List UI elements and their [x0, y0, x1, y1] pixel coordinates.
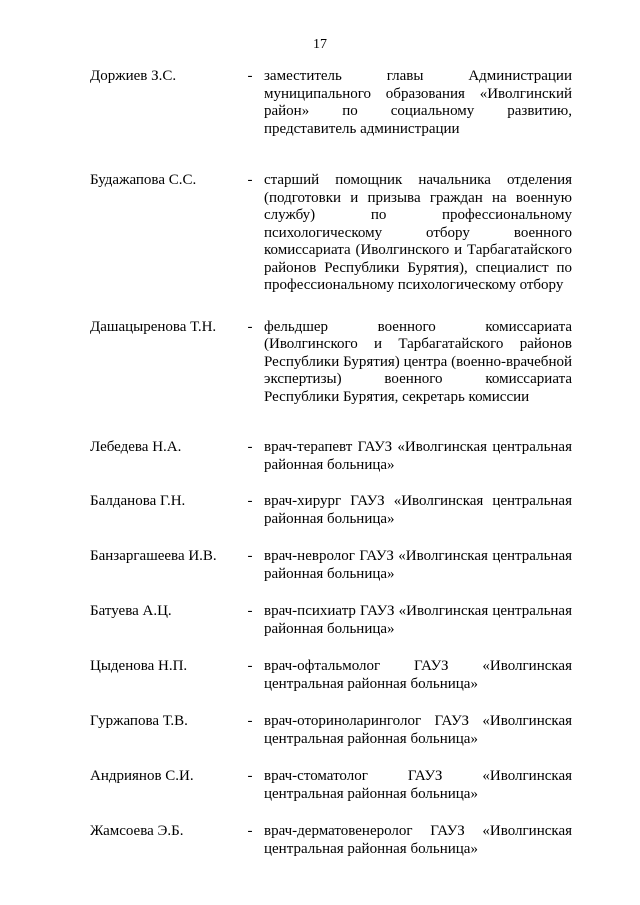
- member-row: [0, 439, 640, 474]
- member-name: Дашацыренова Т.Н.: [90, 318, 217, 335]
- member-row: [0, 319, 640, 407]
- member-dash: -: [247, 68, 253, 84]
- member-name: Доржиев З.С.: [90, 68, 177, 84]
- member-dash: -: [247, 768, 253, 784]
- member-name: Балданова Г.Н.: [90, 493, 186, 509]
- member-row: [0, 172, 640, 295]
- member-row: [0, 823, 640, 858]
- member-dash: -: [247, 493, 253, 509]
- member-role: врач-психиатр ГАУЗ «Иволгинская центральная районная больница»: [264, 603, 572, 637]
- member-role: фельдшер военного комиссариата (Иволгинского и Тарбагатайского районов Республики Бурятия) центра (военно-врачебной экспертизы) военного комиссариата Республики Бурятия, секретарь комиссии: [264, 318, 572, 405]
- member-name: Андриянов С.И.: [90, 768, 194, 784]
- member-dash: -: [247, 823, 253, 839]
- member-dash: -: [247, 548, 253, 564]
- member-dash: -: [247, 172, 253, 188]
- member-name: Банзаргашеева И.В.: [90, 548, 217, 564]
- member-dash: -: [247, 658, 253, 674]
- member-name: Цыденова Н.П.: [90, 658, 188, 674]
- member-role: врач-офтальмолог ГАУЗ «Иволгинская центральная районная больница»: [264, 658, 572, 692]
- member-name: Гуржапова Т.В.: [90, 713, 188, 729]
- member-row: [0, 768, 640, 803]
- member-role: врач-невролог ГАУЗ «Иволгинская центральная районная больница»: [264, 548, 572, 582]
- member-row: [0, 603, 640, 638]
- member-row: [0, 713, 640, 748]
- member-name: Батуева А.Ц.: [90, 603, 172, 619]
- member-name: Будажапова С.С.: [90, 172, 197, 188]
- member-dash: -: [247, 439, 253, 455]
- member-role: старший помощник начальника отделения (подготовки и призыва граждан на военную службу) по профессиональному психологическому отбору военного комиссариата (Иволгинского и Тарбагатайского районов Республики Бурятия), специалист по профессиональному психологическому отбору: [264, 172, 572, 293]
- member-role: врач-стоматолог ГАУЗ «Иволгинская центральная районная больница»: [264, 768, 572, 802]
- member-row: [0, 493, 640, 528]
- member-role: заместитель главы Администрации муниципального образования «Иволгинский район» по социальному развитию, представитель администрации: [264, 68, 572, 137]
- member-role: врач-оториноларинголог ГАУЗ «Иволгинская центральная районная больница»: [264, 713, 572, 747]
- member-role: врач-дерматовенеролог ГАУЗ «Иволгинская центральная районная больница»: [264, 823, 572, 857]
- member-name: Жамсоева Э.Б.: [90, 823, 184, 839]
- commission-members-list: [0, 68, 640, 858]
- member-role: врач-хирург ГАУЗ «Иволгинская центральная районная больница»: [264, 493, 572, 527]
- member-dash: -: [247, 603, 253, 619]
- member-row: [0, 548, 640, 583]
- member-row: [0, 68, 640, 138]
- member-dash: -: [247, 713, 253, 729]
- member-dash: -: [247, 318, 253, 335]
- member-name: Лебедева Н.А.: [90, 439, 182, 455]
- member-role: врач-терапевт ГАУЗ «Иволгинская центральная районная больница»: [264, 439, 572, 473]
- page-number: 17: [313, 37, 327, 52]
- member-row: [0, 658, 640, 693]
